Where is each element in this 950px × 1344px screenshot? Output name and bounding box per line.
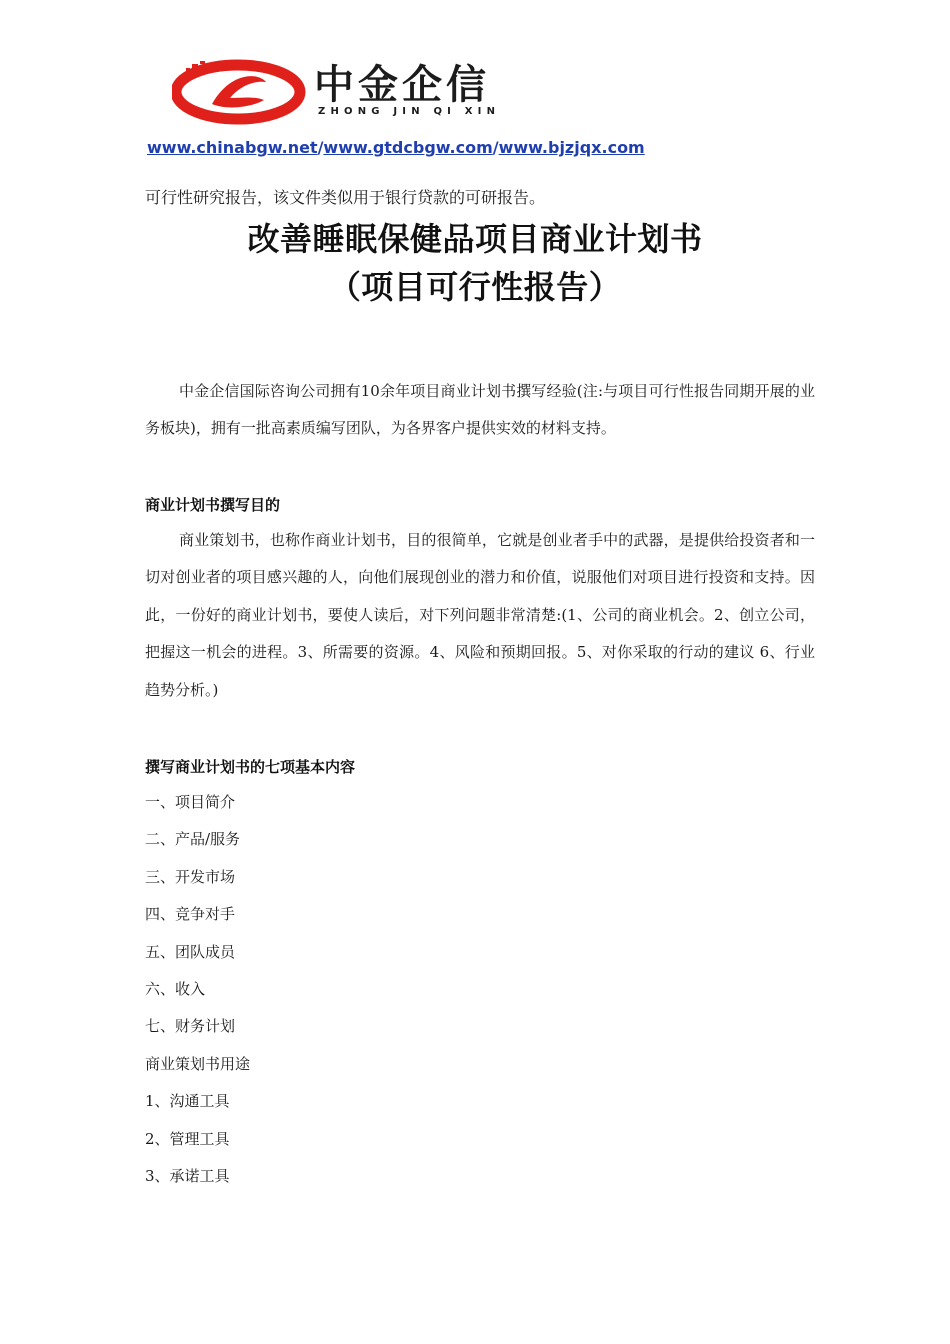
document-title: 改善睡眠保健品项目商业计划书 [247, 220, 703, 258]
company-logo [172, 58, 572, 126]
link-chinabgw[interactable]: www.chinabgw.net [147, 138, 318, 157]
list-item: 六、收入 [145, 979, 206, 998]
list-item: 3、承诺工具 [145, 1166, 230, 1185]
logo-pinyin-name: ZHONG JIN QI XIN [318, 106, 501, 117]
list-item: 七、财务计划 [145, 1017, 236, 1036]
list-item: 二、产品/服务 [145, 830, 241, 849]
purpose-paragraph: 商业策划书，也称作商业计划书，目的很简单，它就是创业者手中的武器，是提供给投资者和一切对创业者的项目感兴趣的人，向他们展现创业的潜力和价值，说服他们对项目进行投资和支持。因此，一份好的商业计划书，要使人读后，对下列问题非常清楚:(1、公司的商业机会。2、创立公司，把握这一机会的进程。3、所需要的资源。4、风险和预期回报。5、对你采取的行动的建议 6、行业趋势分析。) [145, 531, 815, 699]
list-item: 四、竞争对手 [145, 905, 236, 924]
link-separator: / [492, 138, 499, 157]
purpose-heading: 商业计划书撰写目的 [145, 496, 281, 514]
logo-ring-icon [172, 58, 312, 126]
website-links [147, 138, 645, 157]
list-item: 1、沟通工具 [145, 1092, 230, 1111]
document-note: 可行性研究报告，该文件类似用于银行贷款的可研报告。 [145, 188, 546, 207]
list-item: 2、管理工具 [145, 1129, 230, 1148]
intro-paragraph: 中金企信国际咨询公司拥有10余年项目商业计划书撰写经验(注:与项目可行性报告同期开展的业务板块)，拥有一批高素质编写团队，为各界客户提供实效的材料支持。 [145, 382, 815, 438]
link-separator: / [317, 138, 324, 157]
document-subtitle: （项目可行性报告） [328, 268, 622, 306]
link-gtdcbgw[interactable]: www.gtdcbgw.com [323, 138, 493, 157]
logo-chinese-name: 中金企信 [314, 62, 490, 108]
contents-list [145, 784, 250, 1195]
list-item: 一、项目简介 [145, 793, 236, 811]
list-item: 五、团队成员 [145, 942, 236, 961]
seven-contents-heading: 撰写商业计划书的七项基本内容 [145, 758, 356, 776]
link-bjzjqx[interactable]: www.bjzjqx.com [498, 138, 645, 157]
list-item: 三、开发市场 [145, 867, 236, 886]
list-item: 商业策划书用途 [145, 1054, 251, 1073]
